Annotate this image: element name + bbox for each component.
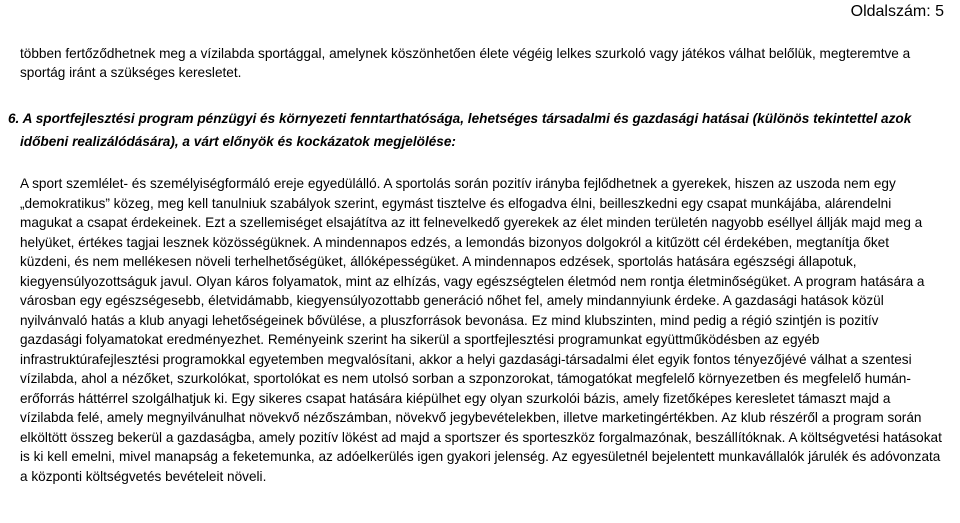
section-heading-text: A sportfejlesztési program pénzügyi és környezeti fenntarthatósága, lehetséges társadalmi és gazdasági hatásai (különös tekintettel azok: [22, 111, 912, 126]
intro-paragraph: többen fertőződhetnek meg a vízilabda sportággal, amelynek köszönhetően élete végéig lelkes szurkoló vagy játékos válhat belőlük, megteremtve a sportág iránt a szükséges keresletet.: [20, 46, 911, 80]
section-number: 6.: [8, 111, 20, 126]
page-number: Oldalszám: 5: [850, 3, 944, 20]
section-heading-line2: időbeni realizálódására), a várt előnyök és kockázatok megjelölése:: [20, 134, 456, 149]
section-body: A sport szemlélet- és személyiségformáló ereje egyedülálló. A sportolás során pozitív irányba fejlődhetnek a gyerekek, hiszen az uszoda nem egy „demokratikus” közeg, meg kell tanulniuk szabályok szerint, egymást tisztelve és elfogadva élni, beilleszkedni egy csapat munkájába, alárendelni magukat a csapat érdekeinek. Ezt a szellemiséget elsajátítva az itt felnevelkedő gyerekek az élet minden területén nagyobb eséllyel állják majd meg a helyüket, értékes tagjai lesznek közösségüknek. A mindennapos edzés, a lemondás bizonyos dolgokról a kitűzött cél érdekében, megtanítja őket küzdeni, és nem mellékesen növeli terhelhetőségüket, állóképességüket. A mindennapos edzések, sportolás hatására egészségi állapotuk, kiegyensúlyozottságuk javul. Olyan káros folyamatok, mint az elhízás, vagy egészségtelen életmód nem rontja életminőségüket. A program hatására a városban egy egészségesebb, életvidámabb, kiegyensúlyozottabb generáció nőhet fel, amely mindannyiunk érdeke. A gazdasági hatások közül nyilvánvaló hatás a klub anyagi lehetőségeinek bővülése, a pluszforrások bevonása. Ez mind klubszinten, mind pedig a régió szintjén is pozitív gazdasági folyamatokat eredményezhet. Reményeink szerint ha sikerül a sportfejlesztési programunkat együttműködésben az egyéb infrastruktúrafejlesztési programokkal egyetemben megvalósítani, akkor a helyi gazdasági-társadalmi élet egyik fontos tényezőjévé válhat a szentesi vízilabda, ahol a nézőket, szurkolókat, sportolókat es nem utolsó sorban a szponzorokat, támogatókat megfelelő környezetben és megfelelő humán-erőforrás háttérrel szolgálhatjuk ki. Egy sikeres csapat hatására kiépülhet egy olyan szurkolói bázis, amely fizetőképes keresletet támaszt majd a vízilabda felé, amely megnyilvánulhat növekvő nézőszámban, növekvő jegybevételekben, illetve marketingértékben. Az klub részéről a program során elköltött összeg bekerül a gazdaságba, amely pozitív lökést ad majd a sportszer és sporteszköz forgalmazónak, beszállítóknak. A költségvetési hatásokat is ki kell emelni, mivel manapság a feketemunka, az adóelkerülés igen gyakori jelenség. Az egyesületnél bejelentett munkavállalók járulék és adóvonzata a központi költségvetés bevételeit növeli.: [20, 176, 942, 484]
section-heading-line1: [0, 107, 945, 130]
section-heading: [0, 107, 945, 153]
